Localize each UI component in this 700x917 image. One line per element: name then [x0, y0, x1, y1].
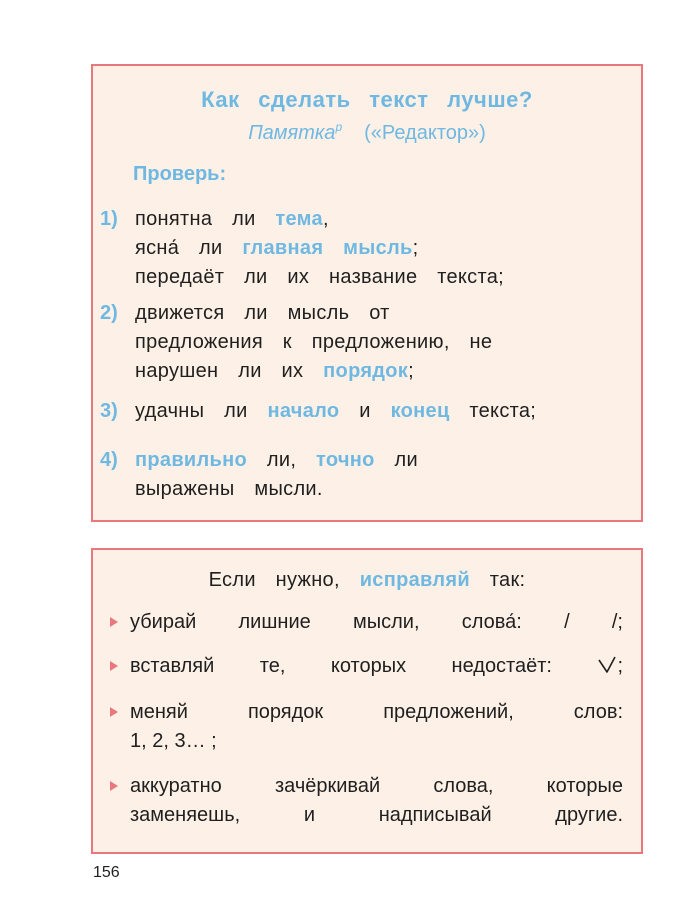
fix-item-line: [130, 652, 623, 681]
keyword: главная мысль: [242, 237, 413, 259]
text-segment: понятна ли: [135, 208, 276, 230]
page-number: 156: [93, 864, 120, 881]
keyword: начало: [267, 400, 340, 422]
check-item-line: [135, 234, 631, 263]
text-segment: Если нужно,: [208, 569, 360, 591]
text-segment: выражены мысли.: [135, 478, 323, 500]
text-segment: текста;: [449, 400, 537, 422]
text-segment: ;: [408, 360, 414, 382]
text-segment: предложения к предложению, не: [135, 331, 493, 353]
keyword: порядок: [323, 360, 409, 382]
fix-item-line: убирай лишние мысли, слова́: / /;: [130, 611, 623, 633]
fix-list-item: [110, 652, 623, 681]
text-segment: и: [339, 400, 391, 422]
fix-item-line: аккуратно зачёркивай слова, которые: [130, 775, 623, 797]
check-item-line: [135, 357, 631, 386]
keyword: исправляй: [359, 569, 470, 591]
text-segment: ясна́ ли: [135, 237, 243, 259]
keyword: тема: [275, 208, 323, 230]
check-item-line: [135, 475, 631, 504]
check-mark-icon: [597, 656, 617, 674]
fix-item-line: меняй порядок предложений, слов:: [130, 701, 623, 723]
text-segment: ;: [412, 237, 419, 259]
check-item-number: 2): [100, 302, 118, 324]
keyword: точно: [316, 449, 375, 471]
check-item-number: 1): [100, 208, 118, 230]
fix-list-item: [110, 772, 623, 830]
keyword: конец: [390, 400, 450, 422]
keyword: правильно: [135, 449, 248, 471]
check-item: [100, 446, 631, 504]
check-item-number: 4): [100, 449, 118, 471]
check-item: [100, 299, 631, 386]
fix-intro: [93, 569, 641, 592]
text-segment: вставляй те, которых недостаёт:: [130, 655, 598, 677]
check-item-line: [135, 299, 631, 328]
memo-subtitle-editor: («Редактор»): [364, 122, 486, 144]
memo-box: [91, 64, 643, 522]
text-segment: ,: [322, 208, 329, 230]
text-segment: ли: [374, 449, 419, 471]
check-item-line: [135, 263, 631, 292]
text-segment: передаёт ли их название текста;: [135, 266, 505, 288]
bullet-arrow-icon: [110, 781, 118, 791]
fix-list-item: [110, 698, 623, 756]
check-item-line: [135, 446, 631, 475]
memo-title: Как сделать текст лучше?: [201, 87, 533, 112]
text-segment: движется ли мысль от: [135, 302, 390, 324]
bullet-arrow-icon: [110, 707, 118, 717]
check-heading: Проверь:: [133, 163, 227, 185]
memo-subtitle: [93, 120, 641, 145]
fix-box: [91, 548, 643, 854]
fix-item-line: заменяешь, и надписывай другие.: [130, 804, 623, 826]
text-segment: ли,: [247, 449, 317, 471]
bullet-arrow-icon: [110, 617, 118, 627]
check-item: [100, 397, 631, 426]
memo-subtitle-sup: р: [335, 120, 343, 134]
text-segment: так:: [469, 569, 526, 591]
check-item-number: 3): [100, 400, 118, 422]
fix-list-item: [110, 608, 623, 637]
check-item-line: [135, 397, 631, 426]
memo-subtitle-pamyatka: Памятка: [248, 122, 336, 144]
text-segment: ;: [617, 655, 623, 677]
check-item-line: [135, 328, 631, 357]
text-segment: удачны ли: [135, 400, 268, 422]
check-item: [100, 205, 631, 292]
check-item-line: [135, 205, 631, 234]
bullet-arrow-icon: [110, 661, 118, 671]
fix-item-line: 1, 2, 3… ;: [130, 730, 217, 752]
text-segment: нарушен ли их: [135, 360, 324, 382]
